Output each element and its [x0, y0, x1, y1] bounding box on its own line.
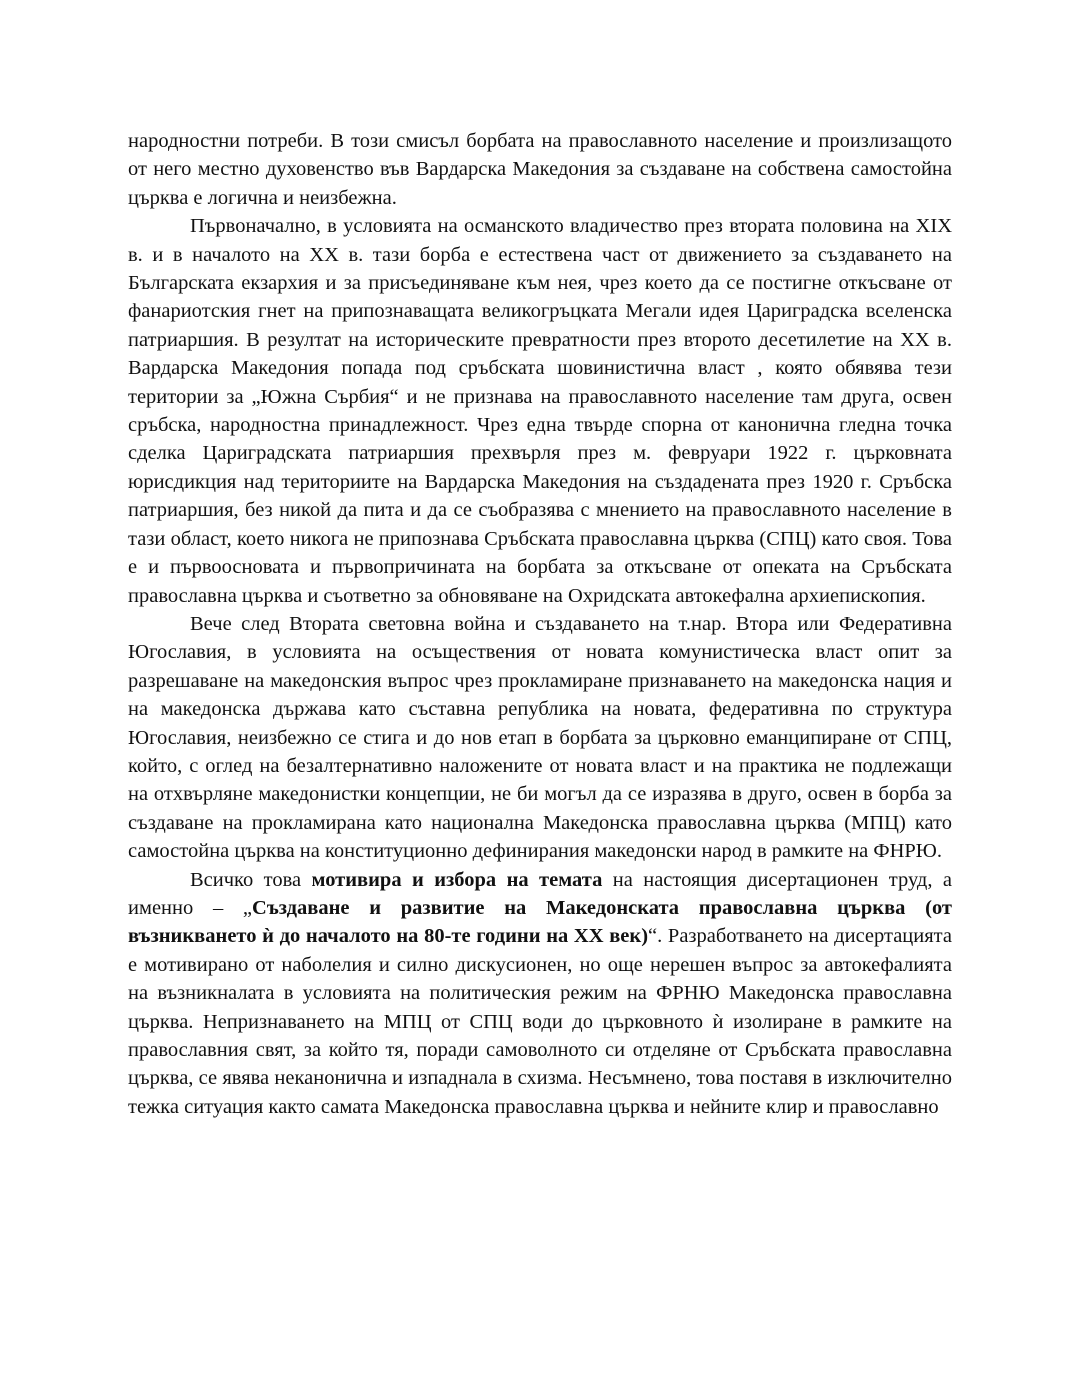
document-page — [128, 127, 952, 1121]
paragraph-4-text-b: на настоящия дисертационен труд, а именно – „ — [128, 868, 952, 919]
paragraph-1: народностни потреби. В този смисъл борбата на православното население и произлизащото от него местно духовенство във Вардарска Македония за създаване на собствена самостойна църква е логична и неизбежна. — [128, 130, 952, 209]
paragraph-4-text-c: “. Разработването на дисертацията е мотивирано от наболелия и силно дискусионен, но още нерешен въпрос за автокефалията на възникналата в условията на политическия режим на ФРНЮ Македонска православна църква. Непризнаването на МПЦ от СПЦ води до църковното ѝ изолиране в рамките на православния свят, за който тя, поради самоволното си отделяне от Сръбската православна църква, се явява неканонична и изпаднала в схизма. Несъмнено, това поставя в изключително тежка ситуация както самата Македонска православна църква и нейните клир и православно — [128, 925, 952, 1118]
paragraph-2: Първоначално, в условията на османското владичество през втората половина на XIX в. и в началото на XX в. тази борба е естествена част от движението за създаването на Българската екзархия и за присъединяване към нея, чрез което да се постигне откъсване от фанариотския гнет на припознаващата великогръцката Мегали идея Цариградска вселенска патриаршия. В резултат на историческите превратности през второто десетилетие на XX в. Вардарска Македония попада под сръбската шовинистична власт , която обявява тези територии за „Южна Сърбия“ и не признава на православното население там друга, освен сръбска, народностна принадлежност. Чрез една твърде спорна от канонична гледна точка сделка Цариградската патриаршия прехвърля през м. февруари 1922 г. църковната юрисдикция над териториите на Вардарска Македония на създадената през 1920 г. Сръбска патриаршия, без никой да пита и да се съобразява с мнението на православното население в тази област, което никога не припознава Сръбската православна църква (СПЦ) като своя. Това е и първоосновата и първопричината на борбата за откъсване от опеката на Сръбската православна църква и съответно за обновяване на Охридската автокефална архиепископия. — [128, 215, 952, 607]
dissertation-title: Създаване и развитие на Македонската православна църква (от възникването ѝ до началото на 80-те години на XX век) — [128, 896, 952, 948]
paragraph-4 — [128, 866, 952, 1122]
paragraph-4-text-a: Всичко това — [190, 868, 312, 891]
paragraph-4-bold-motivation: мотивира и избора на темата — [311, 868, 603, 891]
paragraph-3: Вече след Втората световна война и създаването на т.нар. Втора или Федеративна Югославия, в условията на осъществения от новата комунистическа власт опит за разрешаване на македонския въпрос чрез прокламиране признаването на македонска нация и на македонска държава като съставна република на новата, федеративна по структура Югославия, неизбежно се стига и до нов етап в борбата за църковно еманципиране от СПЦ, който, с оглед на безалтернативно наложените от новата власт и на практика не подлежащи на отхвърляне македонистки концепции, не би могъл да се изразява в друго, освен в борба за създаване на прокламирана като национална Македонска православна църква (МПЦ) като самостойна църква на конституционно дефинирания македонски народ в рамките на ФНРЮ. — [128, 612, 952, 863]
